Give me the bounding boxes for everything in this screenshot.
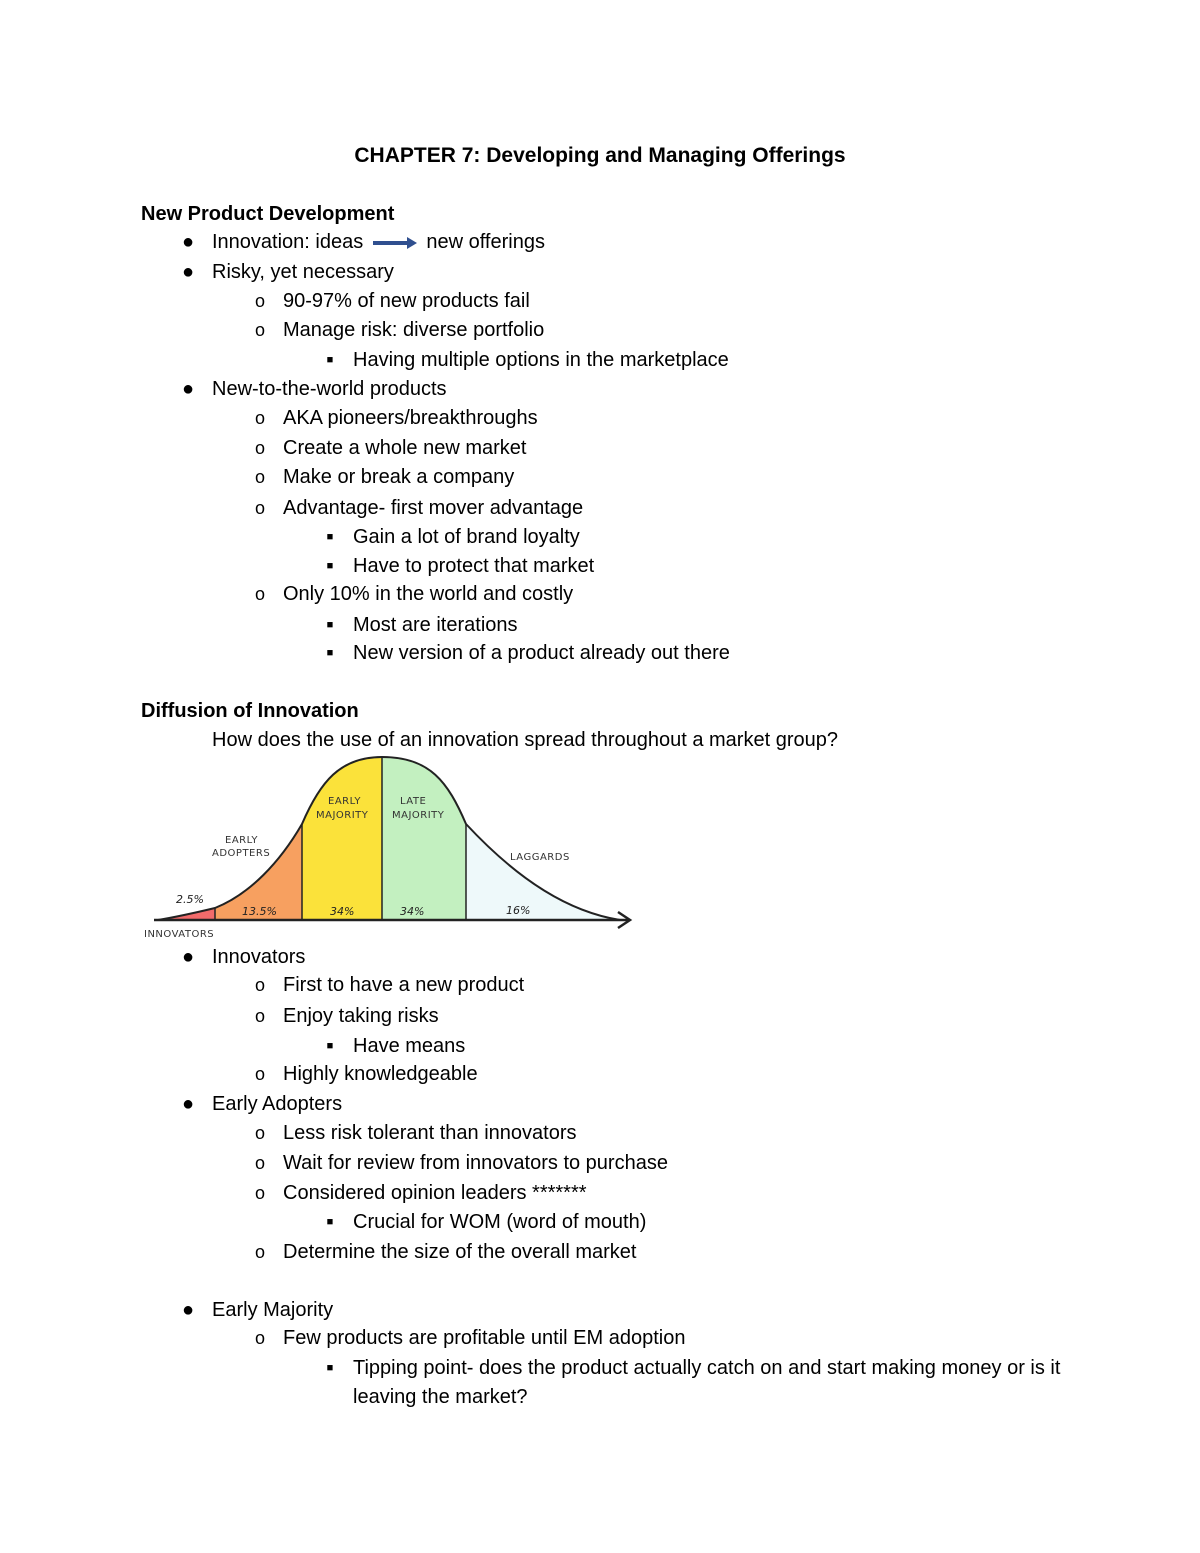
percent-early-majority: 34% <box>330 905 355 918</box>
list-item <box>254 433 527 463</box>
list-item <box>254 1148 668 1178</box>
list-item-text: Innovation: ideas <box>212 231 364 253</box>
bullet-marker: o <box>254 408 265 428</box>
heading-diffusion-of-innovation: Diffusion of Innovation <box>141 700 359 722</box>
list-item <box>254 579 574 609</box>
list-item <box>254 1323 686 1353</box>
list-item <box>326 1031 466 1061</box>
list-item <box>326 1354 1073 1412</box>
list-item <box>326 610 518 640</box>
arrow-right-icon <box>371 232 419 252</box>
list-item-text: Less risk tolerant than innovators <box>283 1122 577 1144</box>
list-item-text: Have to protect that market <box>353 555 595 577</box>
list-item-text: Manage risk: diverse portfolio <box>283 319 545 341</box>
list-item <box>254 1059 478 1089</box>
label-early-majority-1: EARLY <box>328 796 361 807</box>
list-item-text: Innovators <box>212 946 306 968</box>
list-item <box>181 374 447 404</box>
list-item-text: Wait for review from innovators to purchase <box>283 1152 668 1174</box>
percent-late-majority: 34% <box>400 905 425 918</box>
list-item <box>326 522 580 552</box>
bullet-marker: o <box>254 1328 265 1348</box>
bullet-marker: o <box>254 1006 265 1026</box>
list-item-text: Crucial for WOM (word of mouth) <box>353 1211 647 1233</box>
list-item-text: Few products are profitable until EM adoption <box>283 1327 686 1349</box>
bullet-marker: ■ <box>326 1040 334 1052</box>
bullet-marker: ● <box>181 261 195 283</box>
label-laggards: LAGGARDS <box>510 852 570 863</box>
bullet-marker: ■ <box>326 354 334 366</box>
bullet-marker: ■ <box>326 1362 334 1374</box>
list-item <box>254 462 515 492</box>
label-innovators: INNOVATORS <box>144 929 215 940</box>
list-item-text: First to have a new product <box>283 974 525 996</box>
list-item-text: Most are iterations <box>353 614 518 636</box>
list-item-text: Determine the size of the overall market <box>283 1241 637 1263</box>
bullet-marker: o <box>254 291 265 311</box>
list-item <box>181 1295 334 1325</box>
bullet-marker: ■ <box>326 619 334 631</box>
list-item <box>254 1178 587 1208</box>
list-item-text: Gain a lot of brand loyalty <box>353 526 580 548</box>
bullet-marker: o <box>254 1153 265 1173</box>
list-item <box>254 1118 577 1148</box>
bullet-marker: o <box>254 584 265 604</box>
bullet-marker: ■ <box>326 531 334 543</box>
list-item-text: Have means <box>353 1035 466 1057</box>
list-item <box>254 286 530 316</box>
bullet-marker: o <box>254 975 265 995</box>
label-late-majority-1: LATE <box>400 796 427 807</box>
list-item <box>326 638 730 668</box>
list-item <box>254 315 545 345</box>
list-item <box>326 1207 647 1237</box>
bullet-marker: o <box>254 1123 265 1143</box>
bullet-marker: ● <box>181 231 195 253</box>
list-item <box>326 551 595 581</box>
segment-early-majority <box>302 757 382 920</box>
list-item-text: Advantage- first mover advantage <box>283 497 584 519</box>
label-early-majority-2: MAJORITY <box>316 810 369 821</box>
bullet-marker: ● <box>181 378 195 400</box>
label-early-adopters-1: EARLY <box>225 835 258 846</box>
segment-laggards <box>466 824 620 920</box>
bullet-marker: o <box>254 1064 265 1084</box>
list-item <box>254 493 584 523</box>
bullet-marker: ● <box>181 946 195 968</box>
bullet-marker: o <box>254 1183 265 1203</box>
percent-early-adopters: 13.5% <box>242 905 277 918</box>
bullet-marker: o <box>254 1242 265 1262</box>
heading-new-product-development: New Product Development <box>141 203 395 225</box>
list-item <box>254 403 538 433</box>
bullet-marker: o <box>254 467 265 487</box>
bullet-marker: o <box>254 498 265 518</box>
bullet-marker: o <box>254 438 265 458</box>
list-item <box>254 970 525 1000</box>
list-item <box>254 1237 637 1267</box>
bullet-marker: ● <box>181 1093 195 1115</box>
segment-late-majority <box>382 757 466 920</box>
bullet-marker: o <box>254 320 265 340</box>
page-title: CHAPTER 7: Developing and Managing Offerings <box>354 144 846 167</box>
list-item <box>254 1001 439 1031</box>
list-item-text: Early Adopters <box>212 1093 343 1115</box>
label-late-majority-2: MAJORITY <box>392 810 445 821</box>
list-item <box>181 1089 343 1119</box>
list-item-text: Considered opinion leaders ******* <box>283 1182 587 1204</box>
list-item-text: Early Majority <box>212 1299 334 1321</box>
list-item <box>326 345 729 375</box>
list-item-text: Highly knowledgeable <box>283 1063 478 1085</box>
list-item <box>181 942 306 972</box>
list-item-text: Create a whole new market <box>283 437 527 459</box>
list-item <box>181 257 394 287</box>
list-item-text: Tipping point- does the product actually catch on and start making money or is it leaving the market? <box>353 1357 1061 1408</box>
diffusion-bell-curve-diagram <box>140 752 640 942</box>
bullet-marker: ● <box>181 1299 195 1321</box>
percent-laggards: 16% <box>506 904 531 917</box>
list-item-text: Risky, yet necessary <box>212 261 394 283</box>
list-item-text: Make or break a company <box>283 466 515 488</box>
percent-innovators: 2.5% <box>176 893 204 906</box>
list-item-text: New-to-the-world products <box>212 378 447 400</box>
bullet-marker: ■ <box>326 1216 334 1228</box>
list-item-text: 90-97% of new products fail <box>283 290 530 312</box>
label-early-adopters-2: ADOPTERS <box>212 848 271 859</box>
bullet-marker: ■ <box>326 647 334 659</box>
list-item <box>181 227 545 257</box>
list-item-text: New version of a product already out there <box>353 642 730 664</box>
list-item-text: Enjoy taking risks <box>283 1005 439 1027</box>
list-item-text: Having multiple options in the marketplace <box>353 349 729 371</box>
bullet-marker: ■ <box>326 560 334 572</box>
list-item-text: AKA pioneers/breakthroughs <box>283 407 538 429</box>
list-item-text: new offerings <box>426 231 545 253</box>
list-item-text: Only 10% in the world and costly <box>283 583 574 605</box>
diffusion-question: How does the use of an innovation spread throughout a market group? <box>212 729 838 751</box>
